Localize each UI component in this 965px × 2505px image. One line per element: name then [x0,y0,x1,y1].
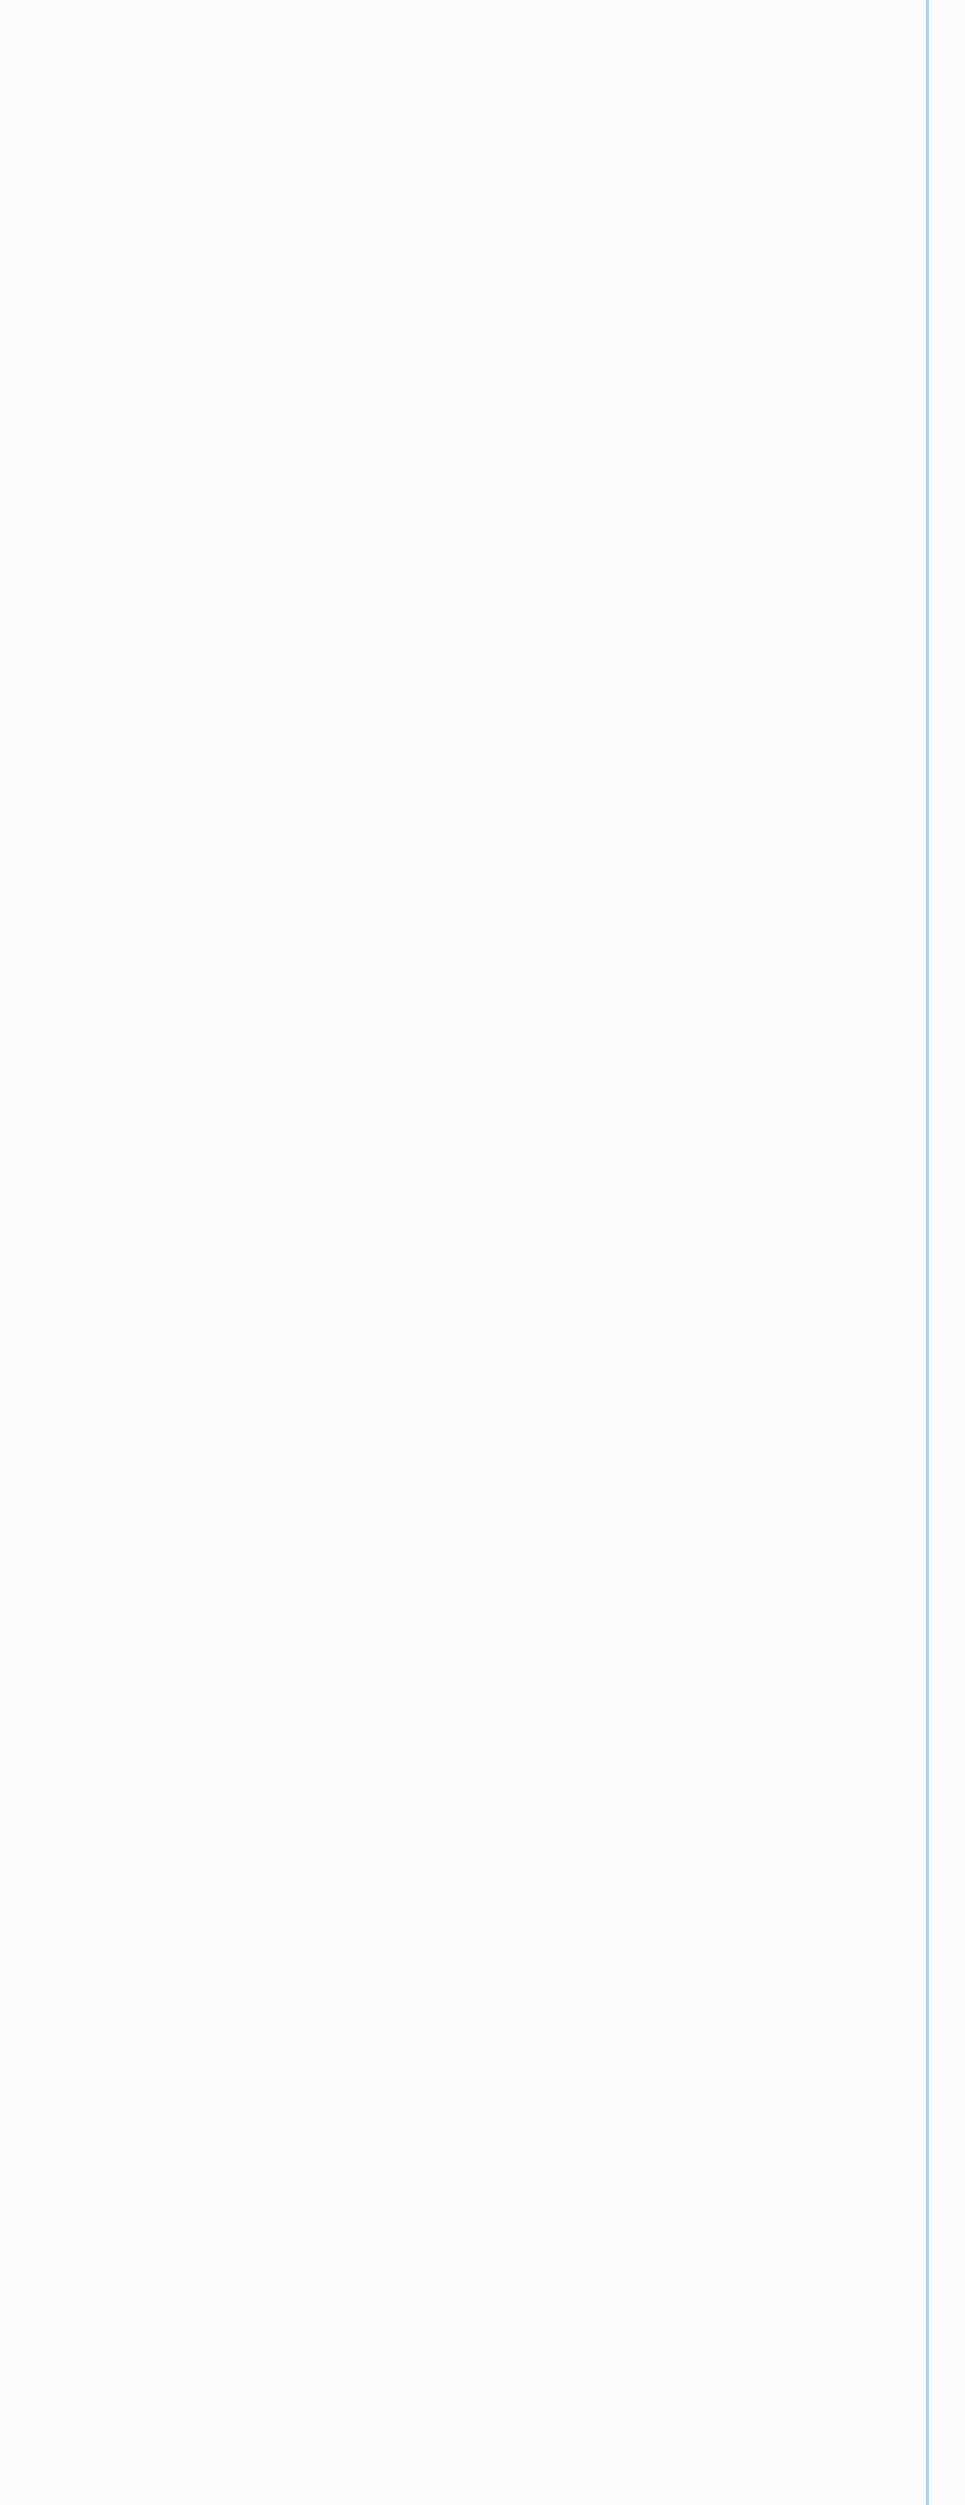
page-margin-line [926,0,929,2505]
section-heading [158,536,924,608]
section-4 [158,536,924,608]
section-heading [158,320,924,392]
reference-answer-header [158,608,924,688]
section-2 [158,392,924,464]
unit-title [158,140,924,240]
section-1 [158,320,924,392]
listening-script-header [158,240,924,320]
document-page [158,128,924,688]
section-heading [158,464,924,536]
section-3 [158,464,924,536]
section-heading [158,392,924,464]
